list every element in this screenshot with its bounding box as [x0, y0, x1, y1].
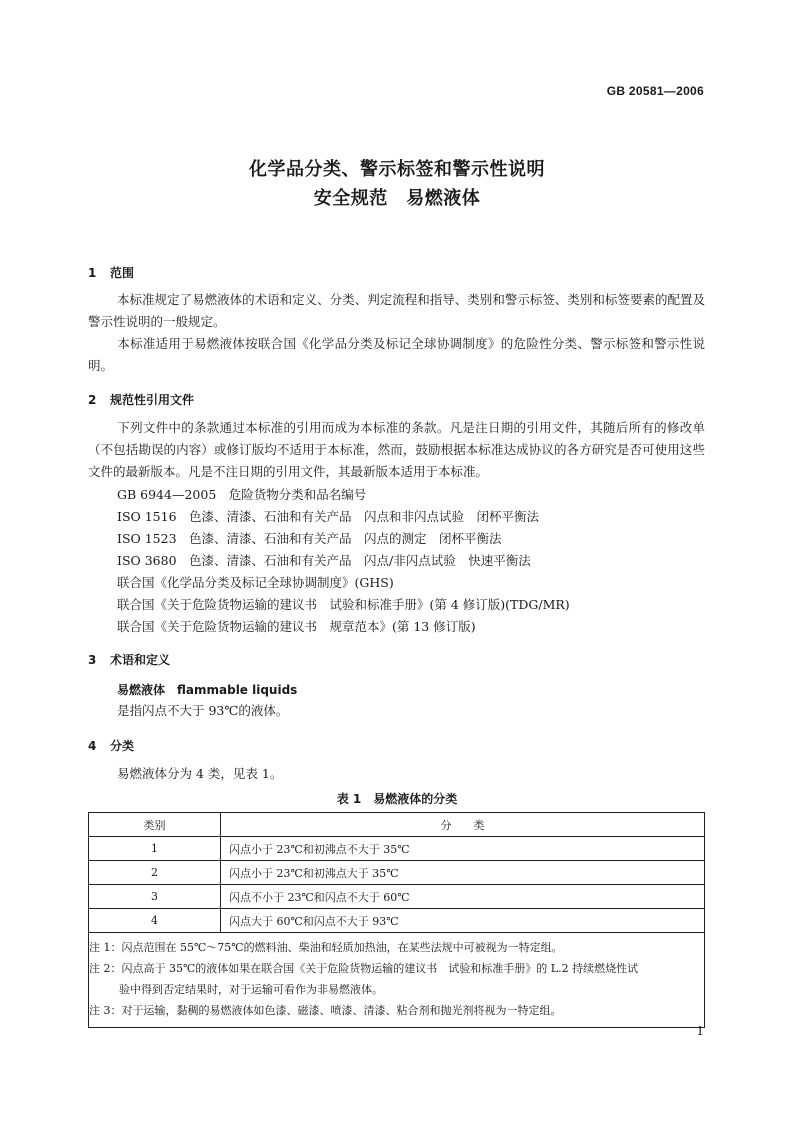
category-cell: 3	[89, 885, 221, 909]
section-number: 1	[88, 266, 97, 280]
classification-table	[88, 812, 705, 1028]
reference-item: 联合国《关于危险货物运输的建议书 规章范本》(第 13 修订版)	[117, 619, 476, 634]
table-row	[89, 909, 705, 933]
table-row	[89, 837, 705, 861]
table-row	[89, 885, 705, 909]
section-1-paragraph-2: 本标准适用于易燃液体按联合国《化学品分类及标记全球协调制度》的危险性分类、警示标签和警示性说明。	[88, 336, 705, 373]
section-number: 3	[88, 653, 97, 667]
table-notes	[89, 933, 705, 1028]
table-note-2: 注 2：闪点高于 35℃的液体如果在联合国《关于危险货物运输的建议书 试验和标准手册》的 L.2 持续燃烧性试	[89, 962, 639, 975]
table-row	[89, 861, 705, 885]
table-note-2-continued: 验中得到否定结果时，对于运输可看作为非易燃液体。	[119, 983, 383, 996]
category-cell: 4	[89, 909, 221, 933]
table-notes-row	[89, 933, 705, 1028]
page-number: 1	[696, 1024, 704, 1038]
standard-number: GB 20581—2006	[606, 84, 704, 98]
column-header: 分 类	[221, 813, 705, 837]
table-note-3: 注 3：对于运输，黏稠的易燃液体如色漆、磁漆、喷漆、清漆、粘合剂和抛光剂将视为一特定组。	[89, 1004, 562, 1017]
term-definition: 是指闪点不大于 93℃的液体。	[117, 703, 289, 718]
criteria-cell: 闪点小于 23℃和初沸点大于 35℃	[221, 861, 705, 885]
section-title: 术语和定义	[110, 653, 171, 667]
section-title: 规范性引用文件	[110, 393, 195, 407]
table-note-1: 注 1：闪点范围在 55℃～75℃的燃料油、柴油和轻质加热油，在某些法规中可被视为一特定组。	[89, 941, 563, 954]
document-title-line2: 安全规范 易燃液体	[313, 188, 481, 209]
reference-item: ISO 1523 色漆、清漆、石油和有关产品 闪点的测定 闭杯平衡法	[117, 531, 502, 546]
reference-item: ISO 1516 色漆、清漆、石油和有关产品 闪点和非闪点试验 闭杯平衡法	[117, 509, 540, 524]
section-4-heading	[88, 737, 134, 754]
section-1-paragraph-1: 本标准规定了易燃液体的术语和定义、分类、判定流程和指导、类别和警示标签、类别和标签要素的配置及警示性说明的一般规定。	[88, 292, 705, 329]
section-2-heading	[88, 391, 194, 408]
term-entry: 易燃液体 flammable liquids	[117, 683, 298, 697]
criteria-cell: 闪点大于 60℃和闪点不大于 93℃	[221, 909, 705, 933]
section-2-paragraph-1: 下列文件中的条款通过本标准的引用而成为本标准的条款。凡是注日期的引用文件，其随后所有的修改单（不包括勘误的内容）或修订版均不适用于本标准，然而，鼓励根据本标准达成协议的各方研究是否可使用这些文件的最新版本。凡是不注日期的引用文件，其最新版本适用于本标准。	[88, 420, 705, 479]
section-title: 范围	[110, 266, 135, 280]
section-3-heading	[88, 651, 170, 668]
category-cell: 2	[89, 861, 221, 885]
category-cell: 1	[89, 837, 221, 861]
section-number: 4	[88, 739, 97, 753]
table-caption: 表 1 易燃液体的分类	[336, 792, 458, 806]
reference-item: 联合国《关于危险货物运输的建议书 试验和标准手册》(第 4 修订版)(TDG/MR)	[117, 597, 570, 612]
reference-item: ISO 3680 色漆、清漆、石油和有关产品 闪点/非闪点试验 快速平衡法	[117, 553, 531, 568]
table-header-row	[89, 813, 705, 837]
section-4-paragraph-1: 易燃液体分为 4 类，见表 1。	[117, 766, 283, 781]
criteria-cell: 闪点不小于 23℃和闪点不大于 60℃	[221, 885, 705, 909]
column-header: 类别	[89, 813, 221, 837]
reference-item: 联合国《化学品分类及标记全球协调制度》(GHS)	[117, 575, 394, 590]
criteria-cell: 闪点小于 23℃和初沸点不大于 35℃	[221, 837, 705, 861]
section-title: 分类	[110, 739, 135, 753]
reference-item: GB 6944—2005 危险货物分类和品名编号	[117, 487, 367, 502]
section-1-heading	[88, 264, 134, 281]
document-title-line1: 化学品分类、警示标签和警示性说明	[249, 159, 545, 180]
section-number: 2	[88, 393, 97, 407]
